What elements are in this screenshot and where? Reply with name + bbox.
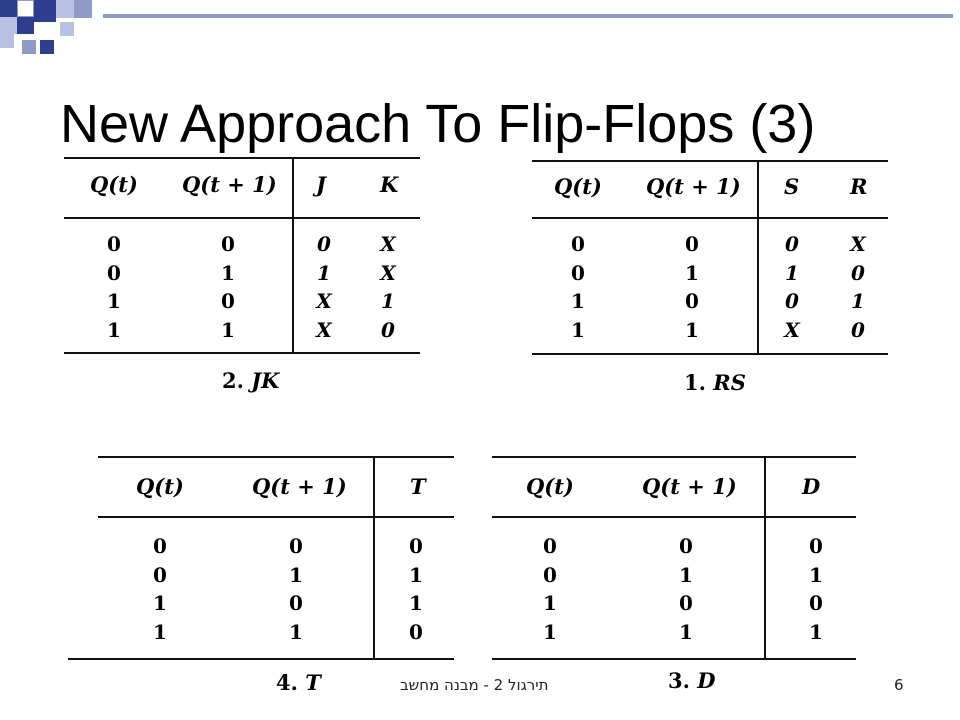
table-divider (764, 456, 766, 659)
cell: 0 (107, 260, 121, 285)
cell: X (380, 232, 396, 256)
cell: X (850, 232, 866, 256)
cell: 1 (153, 619, 167, 644)
cell: 1 (221, 317, 235, 342)
decor-square (22, 40, 36, 54)
column-k (376, 230, 400, 344)
caption-name: JK (251, 368, 280, 393)
table-divider (292, 157, 294, 353)
header-s: S (784, 174, 800, 199)
cell: 0 (221, 232, 235, 256)
header-t: T (410, 474, 426, 499)
table-caption (276, 670, 321, 695)
header-k: K (380, 172, 399, 197)
cell: X (784, 317, 800, 342)
table-top-rule (98, 456, 454, 458)
column-q-next (674, 532, 698, 646)
cell: X (316, 317, 332, 342)
header-r: R (850, 174, 868, 199)
d-excitation-table (492, 450, 862, 700)
cell: 1 (571, 289, 585, 313)
column-s (780, 230, 804, 344)
header-d: D (802, 474, 821, 499)
decor-square (0, 17, 17, 34)
cell: 0 (153, 534, 167, 558)
cell: 0 (409, 619, 423, 644)
header-q: Q(t) (554, 174, 602, 199)
header-q-next: Q(t + 1) (646, 174, 741, 199)
cell: 1 (289, 619, 303, 644)
decor-square (60, 22, 74, 36)
cell: 1 (571, 317, 585, 342)
header-q-next: Q(t + 1) (642, 474, 737, 499)
cell: 1 (153, 591, 167, 615)
cell: 0 (289, 591, 303, 615)
cell: 0 (409, 534, 423, 558)
cell: 0 (317, 232, 331, 256)
table-header-rule (98, 516, 454, 518)
table-caption (684, 370, 746, 395)
table-divider (757, 160, 759, 354)
slide-title: New Approach To Flip-Flops (3) (60, 94, 816, 154)
column-t (404, 532, 428, 646)
column-r (846, 230, 870, 344)
caption-number: 2. (222, 368, 244, 393)
caption-name: RS (713, 370, 746, 395)
cell: 1 (409, 562, 423, 587)
cell: 0 (785, 232, 799, 256)
caption-number: 3. (668, 668, 690, 693)
column-q (538, 532, 562, 646)
table-top-rule (492, 456, 856, 458)
header-q: Q(t) (90, 172, 138, 197)
caption-number: 1. (684, 370, 706, 395)
table-bottom-rule (532, 353, 888, 355)
caption-name: T (305, 670, 321, 695)
table-caption (668, 668, 715, 693)
header-j: J (316, 172, 326, 197)
cell: 0 (571, 232, 585, 256)
cell: 1 (107, 289, 121, 313)
cell: 0 (851, 317, 865, 342)
table-top-rule (64, 157, 420, 159)
cell: 1 (221, 260, 235, 285)
rs-excitation-table (532, 150, 892, 400)
cell: 0 (679, 534, 693, 558)
table-bottom-rule (64, 352, 420, 354)
header-q-next: Q(t + 1) (252, 474, 347, 499)
decor-square (74, 0, 92, 18)
decor-square (40, 40, 54, 54)
cell: 1 (851, 289, 865, 313)
cell: 0 (543, 562, 557, 587)
cell: 0 (685, 289, 699, 313)
cell: X (316, 289, 332, 313)
cell: 1 (679, 619, 693, 644)
cell: 0 (685, 232, 699, 256)
column-q (148, 532, 172, 646)
cell: 0 (785, 289, 799, 313)
cell: 1 (381, 289, 395, 313)
table-divider (373, 456, 375, 659)
cell: 1 (289, 562, 303, 587)
cell: 1 (317, 260, 331, 285)
t-excitation-table (98, 450, 468, 700)
cell: 0 (153, 562, 167, 587)
decor-square (0, 0, 17, 17)
cell: 1 (409, 591, 423, 615)
cell: 0 (809, 591, 823, 615)
cell: 1 (679, 562, 693, 587)
column-q (102, 230, 126, 344)
header-q: Q(t) (526, 474, 574, 499)
table-bottom-rule (68, 658, 454, 660)
table-top-rule (532, 160, 888, 162)
cell: 1 (809, 619, 823, 644)
cell: 0 (809, 534, 823, 558)
cell: 0 (221, 289, 235, 313)
table-caption (222, 368, 279, 393)
table-header-rule (532, 217, 888, 219)
decor-square (56, 0, 74, 18)
cell: X (380, 260, 396, 285)
caption-name: D (697, 668, 716, 693)
cell: 1 (785, 260, 799, 285)
decor-square (17, 0, 34, 17)
cell: 0 (107, 232, 121, 256)
column-q-next (216, 230, 240, 344)
footer-page-number: 6 (894, 676, 904, 694)
table-bottom-rule (492, 658, 856, 660)
decor-square (0, 34, 14, 48)
cell: 1 (809, 562, 823, 587)
decor-square (17, 17, 34, 34)
column-q (566, 230, 590, 344)
header-q: Q(t) (136, 474, 184, 499)
decor-square (34, 0, 56, 22)
jk-excitation-table (64, 150, 424, 400)
cell: 0 (679, 591, 693, 615)
cell: 0 (851, 260, 865, 285)
cell: 0 (381, 317, 395, 342)
cell: 1 (107, 317, 121, 342)
column-j (312, 230, 336, 344)
footer-course-name: תירגול 2 - מבנה מחשב (400, 676, 549, 694)
column-d (804, 532, 828, 646)
column-q-next (284, 532, 308, 646)
caption-number: 4. (276, 670, 298, 695)
column-q-next (680, 230, 704, 344)
header-q-next: Q(t + 1) (182, 172, 277, 197)
cell: 1 (685, 260, 699, 285)
cell: 0 (571, 260, 585, 285)
header-rule (103, 14, 953, 18)
cell: 0 (543, 534, 557, 558)
cell: 0 (289, 534, 303, 558)
table-header-rule (64, 217, 420, 219)
cell: 1 (543, 591, 557, 615)
cell: 1 (685, 317, 699, 342)
cell: 1 (543, 619, 557, 644)
table-header-rule (492, 516, 856, 518)
